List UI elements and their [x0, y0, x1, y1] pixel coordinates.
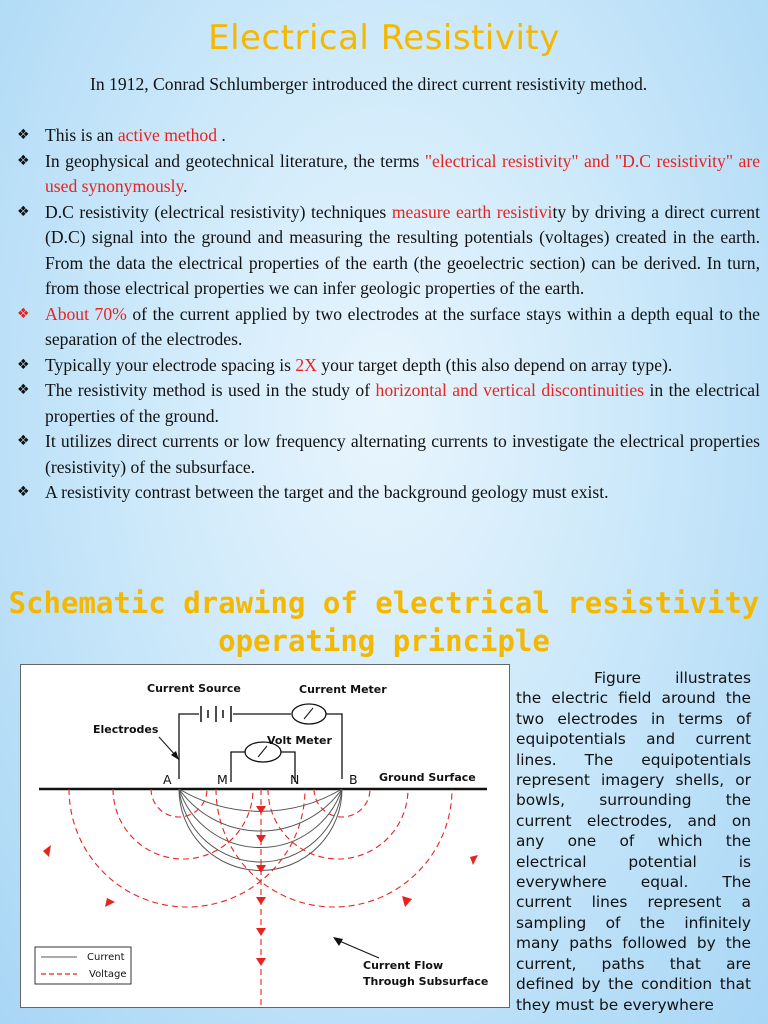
bullet-item: [16, 123, 760, 149]
bullet-text: of the current applied by two electrodes at the surface stays within a depth equal to the separation of the electrodes.: [45, 303, 760, 349]
electrode-n-label: N: [290, 772, 300, 787]
battery-icon: [201, 706, 231, 722]
electrode-a-label: A: [163, 772, 172, 787]
diamond-bullet-icon: ❖: [17, 127, 30, 143]
diamond-bullet-icon: ❖: [17, 484, 30, 500]
subtitle-line-1: Schematic drawing of electrical resistivity: [8, 586, 760, 620]
electrode-b-label: B: [349, 772, 358, 787]
bullet-item: [16, 302, 760, 353]
legend-current-label: Current: [87, 952, 125, 963]
resistivity-schematic: [21, 665, 509, 1007]
highlighted-text: measure earth resistivi: [391, 201, 553, 222]
bullet-item: [16, 429, 760, 480]
bullet-text: This is an: [45, 125, 118, 145]
diamond-bullet-icon: ❖: [17, 203, 30, 220]
bullet-item: [16, 378, 760, 429]
diamond-bullet-icon: ❖: [17, 356, 30, 373]
highlighted-text: horizontal and vertical discontinuities: [375, 380, 644, 400]
bullet-text: A resistivity contrast between the target and the background geology must exist.: [45, 482, 609, 502]
current-flow-pointer: [337, 940, 379, 958]
diamond-bullet-icon: ❖: [17, 305, 30, 322]
intro-text: In 1912, Conrad Schlumberger introduced the direct current resistivity method.: [90, 74, 648, 94]
current-meter-icon: [292, 704, 326, 724]
section-subtitle: [0, 584, 768, 660]
bullet-list: [16, 123, 760, 506]
caption-text: Figure illustrates the electric field around the two electrodes in terms of equipotentials and current lines. The equipotentials represent imagery shells, or bowls, surrounding the current electrodes, and on any one of which the electrical potential is everywhere equal. The current lines represent a sampling of the infinitely many paths followed by the current, paths that are defined by the condition that they must be everywhere: [516, 669, 751, 1014]
current-flow-label-line-2: Through Subsurface: [363, 975, 489, 988]
highlighted-text: About 70%: [45, 303, 127, 324]
bullet-text: It utilizes direct currents or low frequency alternating currents to investigate the electrical properties (resistivity) of the subsurface.: [45, 431, 760, 477]
subtitle-line-2: operating principle: [218, 624, 550, 658]
highlighted-text: 2X: [295, 354, 317, 375]
bullet-text: your target depth (this also depend on array type).: [316, 354, 673, 375]
bullet-text: ty by driving a direct current (D.C) signal into the ground and measuring the resulting potentials (voltages) created in the earth. From the data the electrical properties of the earth (the geoelectric section) can be derived. In turn, from those electrical properties we can infer geologic properties of the earth.: [45, 201, 760, 298]
current-source-label: Current Source: [147, 682, 241, 695]
ground-surface-label: Ground Surface: [379, 771, 476, 784]
bullet-item: [16, 353, 760, 379]
legend-voltage-label: Voltage: [89, 969, 127, 980]
bullet-text: In geophysical and geotechnical literature, the terms: [45, 150, 425, 171]
intro-paragraph: [16, 72, 760, 98]
figure-caption: [516, 668, 751, 1015]
bullet-text: .: [217, 125, 226, 145]
electrodes-label: Electrodes: [93, 723, 159, 736]
bullet-text: D.C resistivity (electrical resistivity) techniques: [45, 201, 392, 222]
diamond-bullet-icon: ❖: [17, 433, 30, 449]
current-flow-arrowhead: [333, 937, 343, 946]
volt-meter-label: Volt Meter: [267, 734, 332, 747]
diamond-bullet-icon: ❖: [17, 382, 30, 398]
bullet-text: Typically your electrode spacing is: [45, 354, 296, 375]
current-meter-label: Current Meter: [299, 683, 387, 696]
bullet-text: .: [183, 176, 188, 196]
highlighted-text: "electrical resistivity" and "D.C resistivity" are used synonymously: [45, 150, 760, 196]
bullet-item: [16, 480, 760, 506]
highlighted-text: active method: [117, 125, 217, 145]
diamond-bullet-icon: ❖: [17, 152, 30, 169]
bullet-text: The resistivity method is used in the study of: [45, 380, 376, 400]
bullet-item: [16, 149, 760, 200]
electrode-m-label: M: [217, 772, 228, 787]
current-flow-label-line-1: Current Flow: [363, 959, 444, 972]
bullet-item: [16, 200, 760, 302]
page-title: Electrical Resistivity: [208, 18, 560, 58]
bullet-text: in the electrical properties of the ground.: [45, 380, 760, 426]
resistivity-schematic-figure: [20, 664, 510, 1008]
